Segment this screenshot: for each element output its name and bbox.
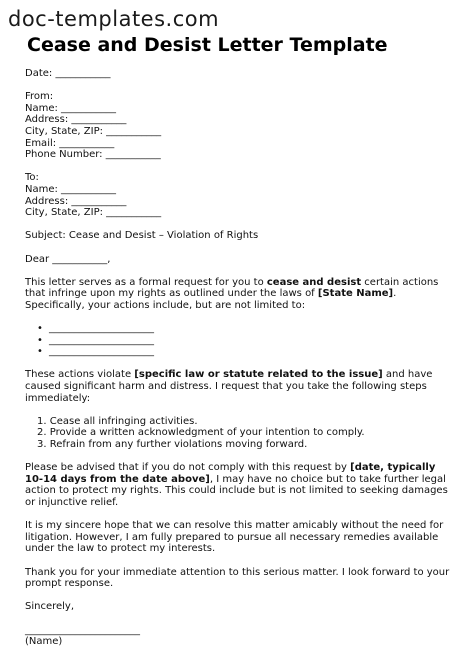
- site-watermark: doc-templates.com: [8, 7, 220, 31]
- letter-body: [25, 68, 455, 648]
- list-item: • _____________________: [39, 346, 455, 358]
- emphasis-deadline-date: [date, typically 10-14 days from the date above]: [25, 462, 436, 485]
- paragraph-deadline-text-1: Please be advised that if you do not comply with this request by: [25, 462, 351, 474]
- from-city: City, State, ZIP: ___________: [25, 125, 162, 137]
- list-item: • _____________________: [39, 335, 455, 347]
- closing: Sincerely,: [25, 601, 75, 613]
- emphasis-cease-and-desist: cease and desist: [266, 276, 362, 288]
- paragraph-violation: [25, 369, 455, 404]
- list-item: 1. Cease all infringing activities.: [37, 415, 198, 427]
- from-name: Name: ___________: [25, 102, 117, 114]
- paragraph-thanks: Thank you for your immediate attention to this serious matter. I look forward to your prompt response.: [25, 566, 450, 590]
- to-heading: To:: [25, 172, 39, 184]
- list-item: 2. Provide a written acknowledgment of your intention to comply.: [37, 427, 365, 439]
- to-address: Address: ___________: [25, 195, 127, 207]
- paragraph-deadline: [25, 462, 455, 508]
- date-field: Date: ___________: [25, 68, 111, 79]
- paragraph-request-text-2: certain actions that infringe upon my rights as outlined under the laws of: [25, 276, 439, 300]
- paragraph-violation-text-1: These actions violate: [25, 369, 135, 381]
- paragraph-request-text-3: . Specifically, your actions include, but are not limited to:: [25, 288, 397, 311]
- emphasis-specific-law: [specific law or statute related to the issue]: [134, 369, 383, 381]
- paragraph-request-text-1: This letter serves as a formal request for you to: [25, 276, 267, 288]
- document-title: Cease and Desist Letter Template: [27, 34, 388, 56]
- from-block: [25, 91, 455, 161]
- signature-line: _______________________: [25, 624, 140, 636]
- from-email: Email: ___________: [25, 137, 115, 149]
- from-address: Address: ___________: [25, 114, 127, 126]
- paragraph-resolution: It is my sincere hope that we can resolve this matter amicably without the need for litigation. However, I am fully prepared to pursue all necessary remedies available under the law to protect my interests.: [25, 520, 444, 555]
- signature-name: (Name): [25, 636, 63, 648]
- paragraph-deadline-text-2: , I may have no choice but to take further legal action to protect my rights. This could include but is not limited to seeking damages or injunctive relief.: [25, 473, 448, 508]
- list-item: • _____________________: [39, 323, 455, 335]
- salutation: Dear ___________,: [25, 253, 111, 265]
- steps-list: [25, 416, 455, 451]
- to-name: Name: ___________: [25, 183, 117, 195]
- from-phone: Phone Number: ___________: [25, 149, 161, 161]
- subject-line: Subject: Cease and Desist – Violation of Rights: [25, 230, 259, 242]
- emphasis-state-name: [State Name]: [317, 288, 394, 300]
- list-item: 3. Refrain from any further violations moving forward.: [37, 439, 308, 450]
- paragraph-request: [25, 277, 455, 312]
- paragraph-violation-text-2: and have caused significant harm and distress. I request that you take the following steps immediately:: [25, 369, 433, 404]
- from-heading: From:: [25, 91, 54, 103]
- actions-list: [25, 323, 455, 358]
- to-block: [25, 172, 455, 218]
- to-city: City, State, ZIP: ___________: [25, 207, 162, 219]
